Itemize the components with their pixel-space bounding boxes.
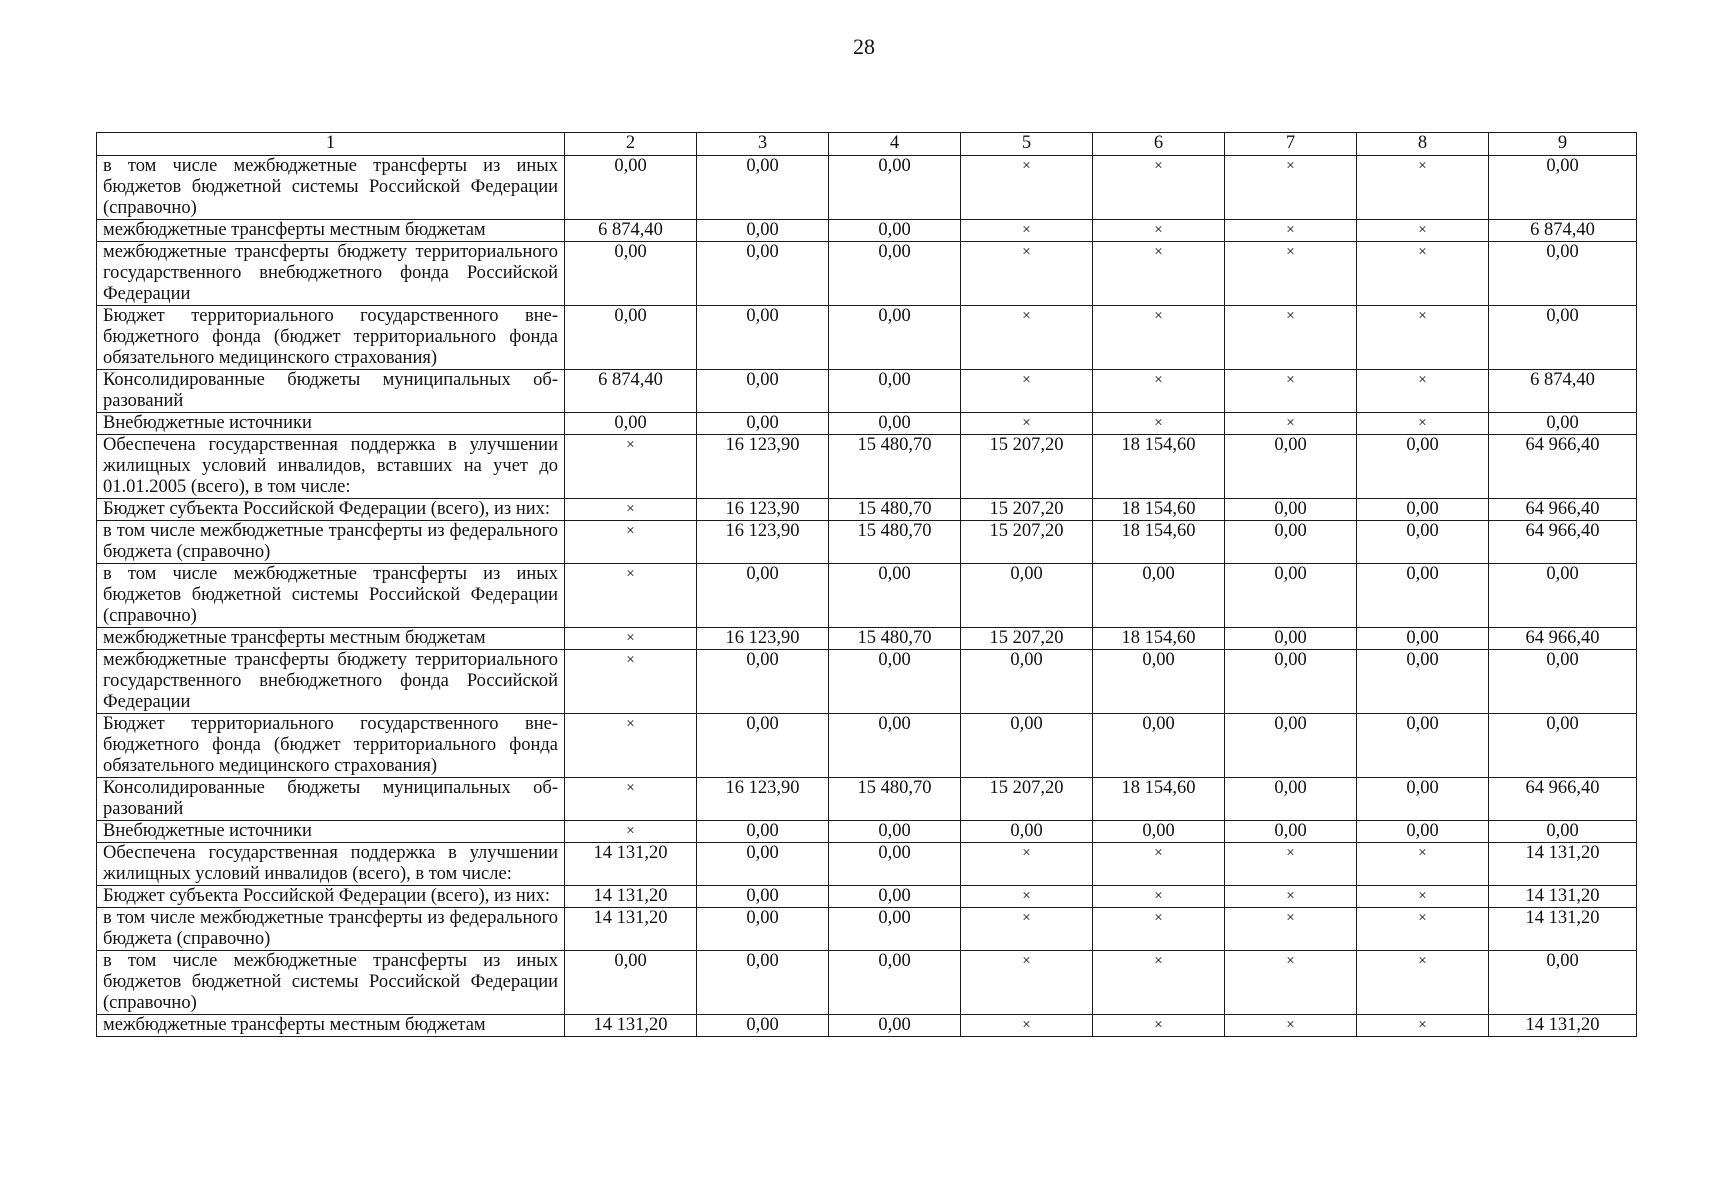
cell-value: 14 131,20 [565,908,697,951]
cell-value: × [961,413,1093,435]
cell-value: 14 131,20 [1489,886,1637,908]
cell-value: × [1225,843,1357,886]
column-header: 1 [97,133,565,156]
cell-value: 0,00 [1357,714,1489,778]
cell-value: 0,00 [1225,650,1357,714]
cell-value: 0,00 [697,886,829,908]
cell-value: × [1225,1015,1357,1037]
cell-value: 0,00 [697,370,829,413]
cell-value: 16 123,90 [697,521,829,564]
cell-value: × [1357,886,1489,908]
table-row [97,908,1637,951]
row-label: в том числе межбюджетные трансферты из иных бюджетов бюджетной системы Российской Федерации (справочно) [97,951,565,1015]
cell-value: 0,00 [961,564,1093,628]
cell-value: × [565,564,697,628]
cell-value: × [961,843,1093,886]
cell-value: 18 154,60 [1093,435,1225,499]
row-label: в том числе межбюджетные трансферты из иных бюджетов бюджетной системы Российской Федерации (справочно) [97,564,565,628]
cell-value: 0,00 [1357,564,1489,628]
cell-value: 0,00 [1357,650,1489,714]
cell-value: 0,00 [1093,714,1225,778]
cell-value: × [1357,306,1489,370]
cell-value: 18 154,60 [1093,778,1225,821]
cell-value: 0,00 [1225,435,1357,499]
cell-value: × [1357,370,1489,413]
cell-value: 15 480,70 [829,435,961,499]
cell-value: × [961,1015,1093,1037]
cell-value: 0,00 [961,650,1093,714]
table-row [97,435,1637,499]
cell-value: 15 480,70 [829,521,961,564]
cell-value: 0,00 [829,821,961,843]
cell-value: × [1093,156,1225,220]
cell-value: 0,00 [1093,650,1225,714]
cell-value: × [1093,951,1225,1015]
cell-value: 16 123,90 [697,628,829,650]
cell-value: × [565,521,697,564]
cell-value: 15 207,20 [961,628,1093,650]
table-row [97,306,1637,370]
cell-value: 15 480,70 [829,778,961,821]
cell-value: 0,00 [1489,821,1637,843]
cell-value: × [1093,242,1225,306]
cell-value: × [961,306,1093,370]
cell-value: 0,00 [1489,306,1637,370]
table-row [97,843,1637,886]
cell-value: 6 874,40 [565,220,697,242]
cell-value: 0,00 [961,714,1093,778]
cell-value: 0,00 [829,564,961,628]
cell-value: 0,00 [829,951,961,1015]
cell-value: × [1225,220,1357,242]
cell-value: × [1093,886,1225,908]
cell-value: × [565,778,697,821]
table-row [97,499,1637,521]
cell-value: × [565,821,697,843]
cell-value: 0,00 [829,413,961,435]
cell-value: × [1357,843,1489,886]
cell-value: × [1225,156,1357,220]
column-header: 4 [829,133,961,156]
cell-value: 18 154,60 [1093,521,1225,564]
column-header: 7 [1225,133,1357,156]
cell-value: 0,00 [1225,564,1357,628]
cell-value: 0,00 [1489,156,1637,220]
cell-value: 0,00 [565,156,697,220]
cell-value: 6 874,40 [565,370,697,413]
cell-value: 0,00 [1225,521,1357,564]
row-label: Консолидированные бюджеты муниципальных образований [97,778,565,821]
cell-value: × [1357,156,1489,220]
cell-value: × [1357,413,1489,435]
cell-value: × [1357,1015,1489,1037]
cell-value: 0,00 [697,220,829,242]
row-label: Бюджет территориального государственного внебюджетного фонда (бюджет территориального фонда обязательного медицинского страхования) [97,306,565,370]
cell-value: 0,00 [565,951,697,1015]
cell-value: 14 131,20 [565,1015,697,1037]
cell-value: 14 131,20 [565,886,697,908]
cell-value: 0,00 [1357,521,1489,564]
row-label: Обеспечена государственная поддержка в улучшении жилищных условий инвалидов (всего), в том числе: [97,843,565,886]
cell-value: 0,00 [829,220,961,242]
cell-value: 0,00 [697,821,829,843]
cell-value: 0,00 [1357,778,1489,821]
cell-value: 0,00 [697,650,829,714]
cell-value: 0,00 [697,306,829,370]
cell-value: × [1093,908,1225,951]
cell-value: 0,00 [697,564,829,628]
table-row [97,1015,1637,1037]
cell-value: 0,00 [961,821,1093,843]
column-header: 8 [1357,133,1489,156]
cell-value: 0,00 [829,370,961,413]
cell-value: 0,00 [829,908,961,951]
cell-value: 16 123,90 [697,499,829,521]
cell-value: 6 874,40 [1489,370,1637,413]
cell-value: 0,00 [1225,821,1357,843]
cell-value: 0,00 [1489,951,1637,1015]
table-row [97,564,1637,628]
table-row [97,628,1637,650]
cell-value: 0,00 [1489,413,1637,435]
cell-value: 0,00 [1357,628,1489,650]
cell-value: 0,00 [829,1015,961,1037]
cell-value: × [961,886,1093,908]
cell-value: 0,00 [565,306,697,370]
column-header: 6 [1093,133,1225,156]
cell-value: × [1357,242,1489,306]
cell-value: × [961,951,1093,1015]
cell-value: × [961,370,1093,413]
cell-value: 14 131,20 [1489,908,1637,951]
cell-value: 14 131,20 [1489,1015,1637,1037]
column-header: 3 [697,133,829,156]
cell-value: 64 966,40 [1489,778,1637,821]
cell-value: × [1093,220,1225,242]
cell-value: 0,00 [697,951,829,1015]
cell-value: × [565,499,697,521]
table-row [97,778,1637,821]
row-label: межбюджетные трансферты местным бюджетам [97,220,565,242]
cell-value: × [1093,1015,1225,1037]
table-row [97,650,1637,714]
cell-value: × [1357,220,1489,242]
cell-value: 0,00 [829,242,961,306]
cell-value: 0,00 [1357,435,1489,499]
cell-value: 64 966,40 [1489,435,1637,499]
cell-value: × [1225,242,1357,306]
table-row [97,821,1637,843]
column-header: 9 [1489,133,1637,156]
row-label: в том числе межбюджетные трансферты из федерального бюджета (справочно) [97,908,565,951]
cell-value: 15 480,70 [829,499,961,521]
table-row [97,714,1637,778]
row-label: в том числе межбюджетные трансферты из иных бюджетов бюджетной системы Российской Федерации (справочно) [97,156,565,220]
cell-value: 0,00 [1357,499,1489,521]
cell-value: 15 207,20 [961,521,1093,564]
table-row [97,242,1637,306]
table-body [97,156,1637,1037]
cell-value: 15 480,70 [829,628,961,650]
row-label: межбюджетные трансферты местным бюджетам [97,628,565,650]
cell-value: 0,00 [697,1015,829,1037]
cell-value: × [1225,951,1357,1015]
cell-value: 0,00 [1225,778,1357,821]
row-label: межбюджетные трансферты местным бюджетам [97,1015,565,1037]
row-label: Консолидированные бюджеты муниципальных образований [97,370,565,413]
table-row [97,951,1637,1015]
cell-value: 14 131,20 [565,843,697,886]
cell-value: × [565,628,697,650]
row-label: Внебюджетные источники [97,821,565,843]
cell-value: 64 966,40 [1489,499,1637,521]
cell-value: × [1225,306,1357,370]
cell-value: × [961,156,1093,220]
cell-value: × [565,435,697,499]
cell-value: 0,00 [1489,242,1637,306]
cell-value: 18 154,60 [1093,499,1225,521]
row-label: межбюджетные трансферты бюджету территориального государственного внебюджетного фонда Российской Федерации [97,650,565,714]
cell-value: × [1093,413,1225,435]
cell-value: × [1357,908,1489,951]
cell-value: 16 123,90 [697,778,829,821]
cell-value: 16 123,90 [697,435,829,499]
row-label: в том числе межбюджетные трансферты из федерального бюджета (справочно) [97,521,565,564]
cell-value: 0,00 [697,714,829,778]
row-label: Бюджет субъекта Российской Федерации (всего), из них: [97,499,565,521]
table-row [97,413,1637,435]
cell-value: 0,00 [697,156,829,220]
cell-value: 0,00 [1225,714,1357,778]
cell-value: 15 207,20 [961,435,1093,499]
cell-value: 0,00 [565,413,697,435]
cell-value: × [565,714,697,778]
cell-value: 15 207,20 [961,499,1093,521]
cell-value: × [961,908,1093,951]
cell-value: × [1225,908,1357,951]
cell-value: × [565,650,697,714]
cell-value: 0,00 [1357,821,1489,843]
cell-value: 0,00 [697,843,829,886]
cell-value: 0,00 [1489,564,1637,628]
cell-value: 0,00 [1225,628,1357,650]
cell-value: 64 966,40 [1489,521,1637,564]
cell-value: 18 154,60 [1093,628,1225,650]
column-header: 2 [565,133,697,156]
table-row [97,220,1637,242]
table-row [97,156,1637,220]
cell-value: 0,00 [697,908,829,951]
cell-value: 0,00 [1489,714,1637,778]
cell-value: × [1225,413,1357,435]
row-label: Бюджет субъекта Российской Федерации (всего), из них: [97,886,565,908]
cell-value: 0,00 [565,242,697,306]
row-label: Обеспечена государственная поддержка в улучшении жилищных условий инвалидов, вставших на учет до 01.01.2005 (всего), в том числе: [97,435,565,499]
cell-value: 15 207,20 [961,778,1093,821]
cell-value: 0,00 [697,242,829,306]
cell-value: 0,00 [1489,650,1637,714]
cell-value: 0,00 [829,306,961,370]
cell-value: × [1093,306,1225,370]
cell-value: × [961,242,1093,306]
cell-value: 0,00 [829,843,961,886]
cell-value: 14 131,20 [1489,843,1637,886]
cell-value: × [1093,370,1225,413]
cell-value: 0,00 [829,714,961,778]
page-number: 28 [853,34,875,59]
row-label: Внебюджетные источники [97,413,565,435]
cell-value: 0,00 [1093,821,1225,843]
table-row [97,370,1637,413]
cell-value: × [1357,951,1489,1015]
cell-value: 6 874,40 [1489,220,1637,242]
table-row [97,521,1637,564]
cell-value: 0,00 [829,650,961,714]
cell-value: × [1225,886,1357,908]
cell-value: 0,00 [1093,564,1225,628]
table-row [97,886,1637,908]
column-header: 5 [961,133,1093,156]
budget-table [96,132,1637,1037]
cell-value: × [1093,843,1225,886]
cell-value: × [961,220,1093,242]
row-label: Бюджет территориального государственного внебюджетного фонда (бюджет территориального фонда обязательного медицинского страхования) [97,714,565,778]
cell-value: 0,00 [829,156,961,220]
cell-value: 0,00 [697,413,829,435]
table-header-row [97,133,1637,156]
cell-value: × [1225,370,1357,413]
cell-value: 0,00 [829,886,961,908]
cell-value: 0,00 [1225,499,1357,521]
cell-value: 64 966,40 [1489,628,1637,650]
row-label: межбюджетные трансферты бюджету территориального государственного внебюджетного фонда Российской Федерации [97,242,565,306]
